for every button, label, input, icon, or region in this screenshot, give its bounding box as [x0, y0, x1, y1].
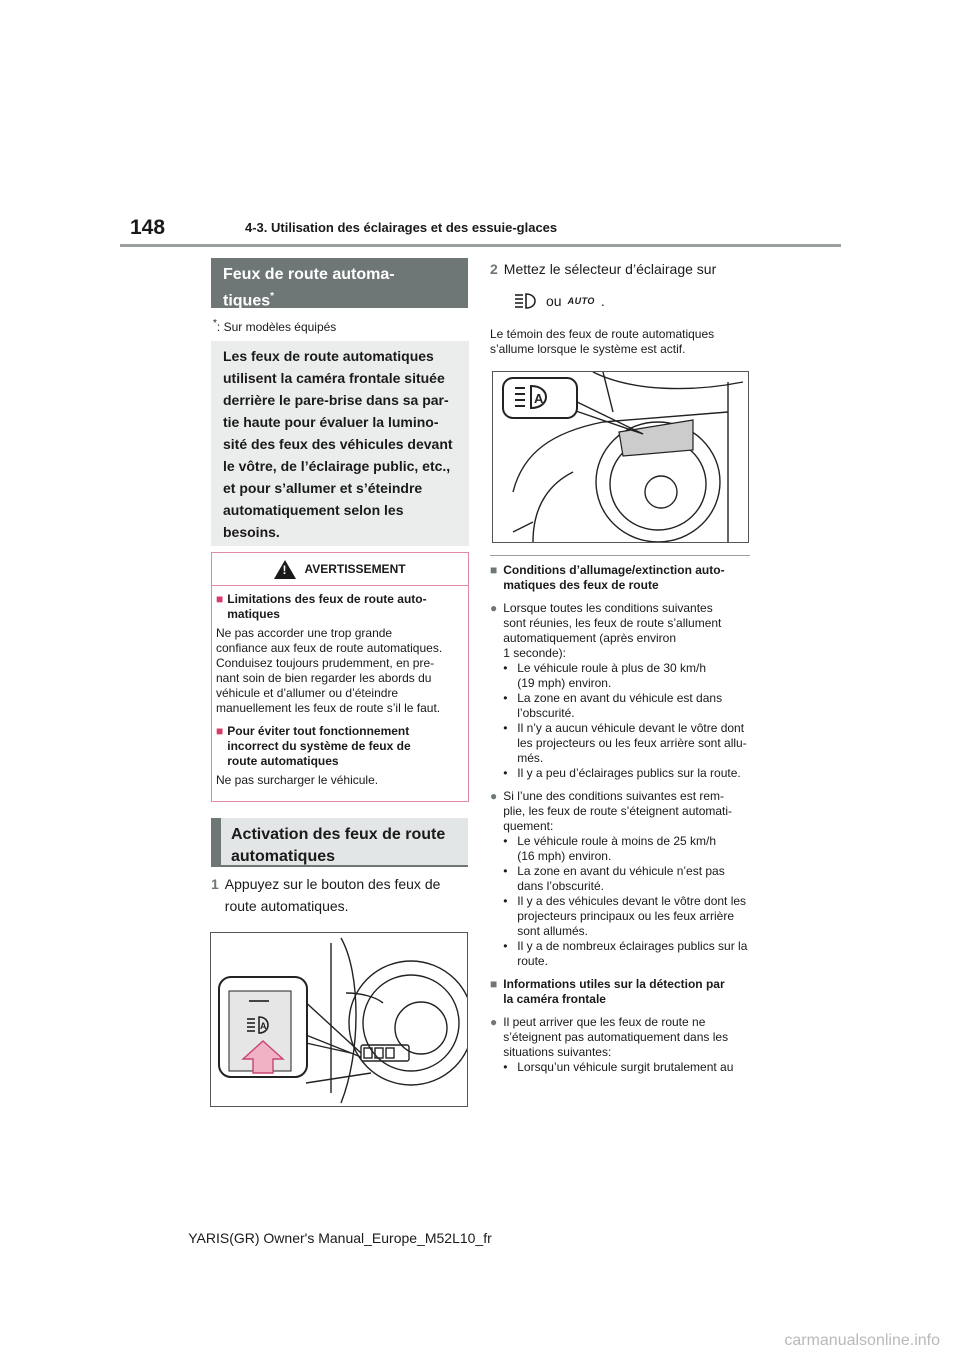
- intro-line: sité des feux des véhicules devant: [223, 436, 453, 452]
- warning-box: [211, 552, 469, 802]
- on-conditions: [490, 601, 752, 781]
- auto-mode-icon: AUTO: [567, 296, 595, 306]
- warning-item-2-title: ■ Pour éviter tout fonctionnement incorrect du système de feux de route automatiques: [216, 724, 411, 768]
- list-item: • La zone en avant du véhicule n’est pas dans l’obscurité.: [503, 864, 725, 893]
- warning-triangle-icon: [274, 560, 296, 579]
- square-bullet-icon: ■: [216, 592, 224, 606]
- square-bullet-icon: ■: [490, 977, 498, 991]
- paragraph-line: 1 seconde):: [503, 646, 566, 660]
- watermark: carmanualsonline.info: [784, 1332, 940, 1349]
- intro-line: automatiquement selon les: [223, 502, 404, 518]
- svg-text:A: A: [260, 1021, 267, 1031]
- conditions-heading: ■ Conditions d’allumage/extinction auto- matiques des feux de route: [490, 563, 725, 592]
- list-item: • Il y a de nombreux éclairages publics sur la route.: [503, 939, 748, 968]
- paragraph-line: Lorsque toutes les conditions suivantes: [503, 601, 713, 615]
- step-1: 1 Appuyez sur le bouton des feux de route automatiques.: [211, 876, 441, 914]
- circle-bullet-icon: ●: [490, 789, 498, 803]
- warning-text-line: confiance aux feux de route automatiques.: [216, 641, 443, 655]
- warning-header: ! AVERTISSEMENT: [212, 553, 468, 586]
- bullet-icon: •: [503, 864, 508, 878]
- square-bullet-icon: ■: [216, 724, 224, 738]
- conditions-section: [490, 563, 752, 1075]
- step-2-icons: ou AUTO .: [514, 292, 605, 310]
- camera-info: [490, 1015, 752, 1075]
- warning-text-line: Ne pas accorder une trop grande: [216, 626, 393, 640]
- indicator-note: Le témoin des feux de route automatiques s’allume lorsque le système est actif.: [490, 327, 715, 356]
- paragraph-line: sont réunies, les feux de route s’allument: [503, 616, 722, 630]
- section-heading-activation: Activation des feux de route automatiques: [211, 818, 468, 867]
- bullet-icon: •: [503, 894, 508, 908]
- dashboard-button-illustration: [211, 933, 467, 1106]
- figure-auto-high-beam-button: [210, 932, 468, 1107]
- bullet-icon: •: [503, 691, 508, 705]
- intro-line: derrière le pare-brise dans sa par-: [223, 392, 449, 408]
- bullet-icon: •: [503, 939, 508, 953]
- bullet-icon: •: [503, 766, 508, 780]
- list-item: • Il n’y a aucun véhicule devant le vôtre dont les projecteurs ou les feux arrière sont allu- més.: [503, 721, 747, 765]
- circle-bullet-icon: ●: [490, 601, 498, 615]
- bullet-icon: •: [503, 834, 508, 848]
- list-item: • Il y a peu d’éclairages publics sur la route.: [503, 766, 741, 780]
- warning-text-line: véhicule et d’allumer ou d’éteindre: [216, 686, 399, 700]
- section-heading-auto-high-beam: [211, 258, 468, 308]
- page-number: 148: [130, 216, 166, 239]
- header-rule: [120, 244, 841, 247]
- warning-text-line: manuellement les feux de route s’il le faut.: [216, 701, 441, 715]
- paragraph-line: plie, les feux de route s’éteignent automati-: [503, 804, 733, 818]
- bullet-icon: •: [503, 721, 508, 735]
- paragraph-line: Si l’une des conditions suivantes est rem-: [503, 789, 725, 803]
- circle-bullet-icon: ●: [490, 1015, 498, 1029]
- paragraph-line: automatiquement (après environ: [503, 631, 677, 645]
- intro-line: besoins.: [223, 524, 280, 540]
- footer-manual-id: YARIS(GR) Owner's Manual_Europe_M52L10_fr: [188, 1230, 492, 1246]
- heading-line-1: Feux de route automa-: [223, 266, 395, 283]
- intro-line: Les feux de route automatiques: [223, 348, 434, 364]
- warning-item-2-text: Ne pas surcharger le véhicule.: [216, 773, 379, 787]
- warning-item-1-text: [216, 626, 464, 716]
- warning-item-1-title: ■ Limitations des feux de route auto- matiques: [216, 592, 427, 621]
- list-item: • Lorsqu’un véhicule surgit brutalement au: [503, 1060, 734, 1074]
- paragraph-line: quement:: [503, 819, 554, 833]
- off-conditions: [490, 789, 752, 969]
- camera-info-heading: ■ Informations utiles sur la détection par la caméra frontale: [490, 977, 725, 1006]
- paragraph-line: situations suivantes:: [503, 1045, 612, 1059]
- paragraph-line: s’éteignent pas automatiquement dans les: [503, 1030, 729, 1044]
- svg-text:A: A: [534, 391, 544, 406]
- intro-box: [211, 341, 469, 546]
- paragraph-line: Il peut arriver que les feux de route ne: [503, 1015, 706, 1029]
- square-bullet-icon: ■: [490, 563, 498, 577]
- instrument-panel-illustration: [493, 372, 748, 542]
- warning-text-line: Conduisez toujours prudemment, en pre-: [216, 656, 435, 670]
- intro-line: utilisent la caméra frontale située: [223, 370, 445, 386]
- step-2: 2 Mettez le sélecteur d’éclairage sur: [490, 261, 717, 277]
- warning-text-line: nant soin de bien regarder les abords du: [216, 671, 432, 685]
- intro-line: et pour s’allumer et s’éteindre: [223, 480, 423, 496]
- auto-high-beam-icon: [514, 292, 540, 310]
- list-item: • Le véhicule roule à plus de 30 km/h (19 mph) environ.: [503, 661, 707, 690]
- bullet-icon: •: [503, 1060, 508, 1074]
- section-title: 4-3. Utilisation des éclairages et des essuie-glaces: [245, 220, 558, 235]
- intro-line: tie haute pour évaluer la lumino-: [223, 414, 439, 430]
- list-item: • Le véhicule roule à moins de 25 km/h (16 mph) environ.: [503, 834, 717, 863]
- list-item: • La zone en avant du véhicule est dans l’obscurité.: [503, 691, 723, 720]
- divider: [490, 555, 750, 556]
- figure-indicator-light: [492, 371, 749, 543]
- heading-line-2: tiques*: [223, 291, 275, 310]
- footnote: *: Sur modèles équipés: [213, 318, 337, 334]
- intro-line: le vôtre, de l’éclairage public, etc.,: [223, 458, 451, 474]
- bullet-icon: •: [503, 661, 508, 675]
- list-item: • Il y a des véhicules devant le vôtre dont les projecteurs principaux ou les feux arrière sont allumés.: [503, 894, 747, 938]
